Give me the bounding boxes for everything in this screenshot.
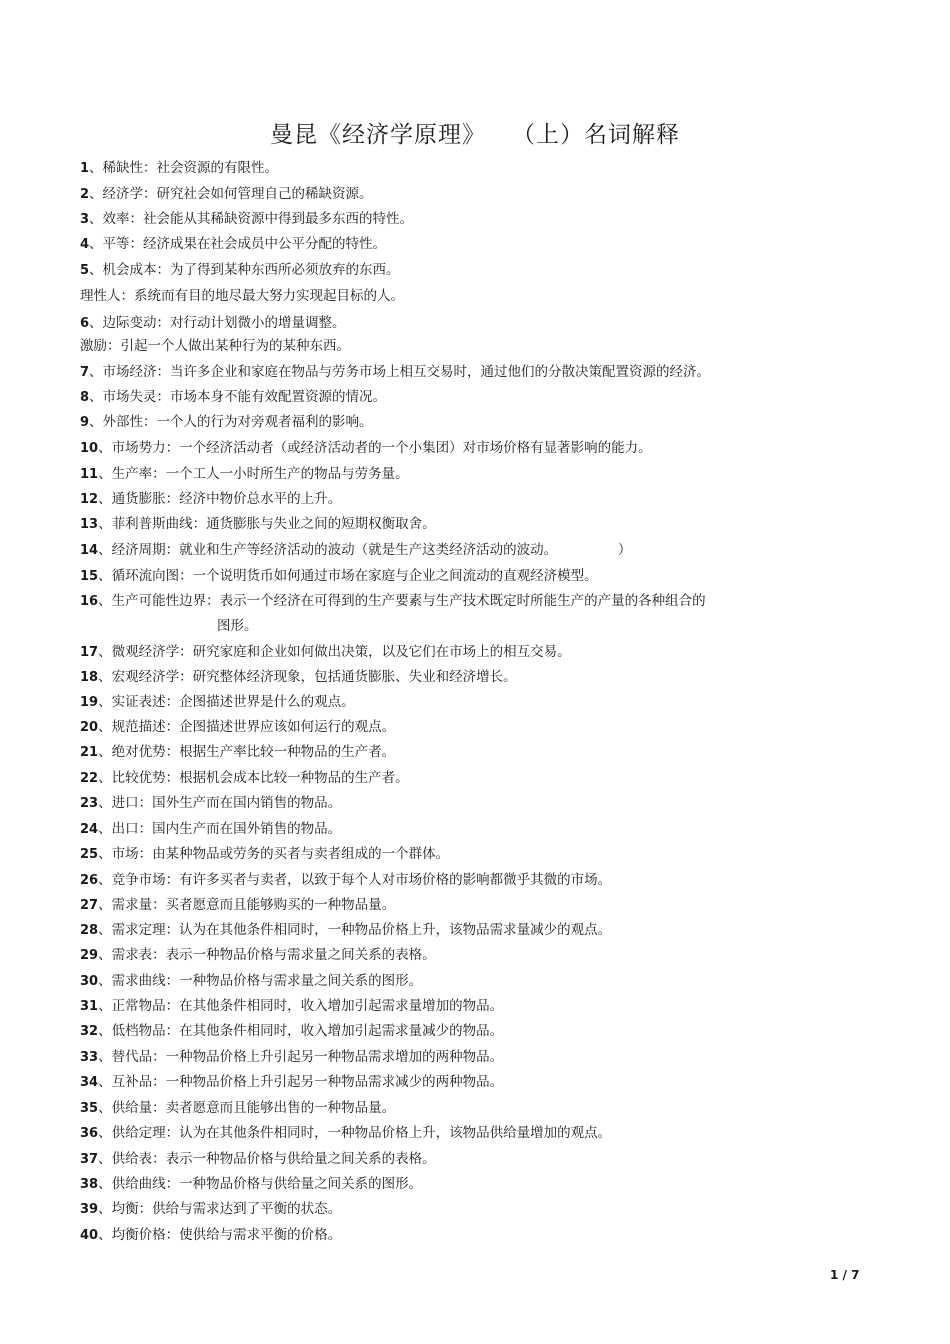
definition-entry	[80, 1175, 880, 1194]
definition-entry	[80, 794, 880, 813]
entry-number: 31	[80, 999, 99, 1014]
entry-number: 40	[80, 1228, 99, 1243]
entry-number: 39	[80, 1202, 99, 1217]
entry-text: 、市场势力：一个经济活动者（或经济活动者的一个小集团）对市场价格有显著影响的能力。	[98, 440, 652, 456]
entry-continuation: 图形。	[217, 618, 258, 634]
entry-text: 、出口：国内生产而在国外销售的物品。	[98, 821, 342, 837]
entry-text: 、需求曲线：一种物品价格与需求量之间关系的图形。	[98, 973, 423, 989]
entry-text: 、市场经济：当许多企业和家庭在物品与劳务市场上相互交易时，通过他们的分散决策配置资源的经济。	[89, 364, 711, 380]
entry-text: 、供给表：表示一种物品价格与供给量之间关系的表格。	[98, 1151, 436, 1167]
entry-text: 、效率：社会能从其稀缺资源中得到最多东西的特性。	[89, 211, 414, 227]
definition-entry	[80, 567, 880, 586]
entry-text: 激励：引起一个人做出某种行为的某种东西。	[80, 338, 350, 354]
definition-entry	[80, 921, 880, 940]
entry-number: 21	[80, 745, 99, 760]
definition-entry	[80, 439, 880, 458]
entry-text: 、外部性：一个人的行为对旁观者福利的影响。	[89, 414, 373, 430]
entry-number: 11	[80, 467, 99, 482]
entry-number: 2	[80, 187, 90, 202]
entry-text: 、低档物品：在其他条件相同时，收入增加引起需求量减少的物品。	[98, 1023, 504, 1039]
definition-entry	[80, 997, 880, 1016]
definition-entry	[80, 1124, 880, 1143]
entry-text: 、稀缺性：社会资源的有限性。	[89, 160, 279, 176]
definition-entry	[80, 185, 880, 204]
entry-text: 、规范描述：企图描述世界应该如何运行的观点。	[98, 719, 396, 735]
definition-entry	[80, 413, 880, 432]
entry-text: 、宏观经济学：研究整体经济现象，包括通货膨胀、失业和经济增长。	[98, 669, 517, 685]
entry-text: 理性人：系统而有目的地尽最大努力实现起目标的人。	[80, 288, 404, 304]
entry-number: 4	[80, 237, 90, 252]
entry-text: 、生产可能性边界：表示一个经济在可得到的生产要素与生产技术既定时所能生产的产量的各种组合的	[98, 593, 706, 609]
definition-entry	[80, 820, 880, 839]
definition-entry	[80, 1226, 880, 1245]
entry-number: 30	[80, 974, 99, 989]
entry-number: 13	[80, 517, 99, 532]
entry-number: 27	[80, 898, 99, 913]
definition-entry	[80, 718, 880, 737]
entry-text: 、边际变动：对行动计划微小的增量调整。	[89, 315, 346, 331]
entry-text: 、比较优势：根据机会成本比较一种物品的生产者。	[98, 770, 409, 786]
definition-entry	[80, 896, 880, 915]
entry-number: 19	[80, 695, 99, 710]
definition-entry	[80, 1073, 880, 1092]
entry-text: 、正常物品：在其他条件相同时，收入增加引起需求量增加的物品。	[98, 998, 504, 1014]
entry-number: 25	[80, 847, 99, 862]
entry-text: 、平等：经济成果在社会成员中公平分配的特性。	[89, 236, 387, 252]
page-title	[0, 116, 950, 149]
entry-number: 22	[80, 771, 99, 786]
entry-text: 、经济周期：就业和生产等经济活动的波动（就是生产这类经济活动的波动。 ）	[98, 542, 632, 558]
entry-number: 15	[80, 569, 99, 584]
definition-entry	[80, 337, 880, 355]
entry-text: 、竞争市场：有许多买者与卖者，以致于每个人对市场价格的影响都微乎其微的市场。	[98, 872, 612, 888]
entry-text: 、绝对优势：根据生产率比较一种物品的生产者。	[98, 744, 396, 760]
entry-number: 23	[80, 796, 99, 811]
entry-text: 、循环流向图：一个说明货币如何通过市场在家庭与企业之间流动的直观经济模型。	[98, 568, 598, 584]
entry-text: 、实证表述：企图描述世界是什么的观点。	[98, 694, 355, 710]
entry-number: 33	[80, 1050, 99, 1065]
definition-entry	[80, 946, 880, 965]
entry-text: 、供给曲线：一种物品价格与供给量之间关系的图形。	[98, 1176, 423, 1192]
entry-text: 、菲利普斯曲线：通货膨胀与失业之间的短期权衡取舍。	[98, 516, 436, 532]
entry-text: 、市场失灵：市场本身不能有效配置资源的情况。	[89, 389, 387, 405]
definition-entry	[80, 515, 880, 534]
definition-entry	[80, 1048, 880, 1067]
entry-number: 6	[80, 316, 90, 331]
entry-text: 、需求量：买者愿意而且能够购买的一种物品量。	[98, 897, 396, 913]
entry-number: 3	[80, 212, 90, 227]
entry-number: 9	[80, 415, 90, 430]
entry-number: 26	[80, 873, 99, 888]
entry-text: 、均衡：供给与需求达到了平衡的状态。	[98, 1201, 342, 1217]
entry-text: 、供给量：卖者愿意而且能够出售的一种物品量。	[98, 1100, 396, 1116]
entry-number: 12	[80, 492, 99, 507]
entry-text: 、微观经济学：研究家庭和企业如何做出决策，以及它们在市场上的相互交易。	[98, 644, 571, 660]
entry-number: 18	[80, 670, 99, 685]
entry-text: 、进口：国外生产而在国内销售的物品。	[98, 795, 342, 811]
definition-entry	[80, 743, 880, 762]
entry-text: 、供给定理：认为在其他条件相同时，一种物品价格上升，该物品供给量增加的观点。	[98, 1125, 612, 1141]
definition-entry	[80, 1022, 880, 1041]
entry-number: 28	[80, 923, 99, 938]
entry-number: 1	[80, 161, 90, 176]
entry-number: 7	[80, 365, 90, 380]
definition-entry	[80, 388, 880, 407]
entry-number: 20	[80, 720, 99, 735]
entry-text: 、需求表：表示一种物品价格与需求量之间关系的表格。	[98, 947, 436, 963]
title-main: 曼昆《经济学原理》	[270, 122, 486, 148]
entry-number: 34	[80, 1075, 99, 1090]
entry-number: 5	[80, 263, 90, 278]
entry-text: 、经济学：研究社会如何管理自己的稀缺资源。	[89, 186, 373, 202]
entry-text: 、均衡价格：使供给与需求平衡的价格。	[98, 1227, 342, 1243]
entry-number: 16	[80, 594, 99, 609]
definition-entry	[80, 235, 880, 254]
entry-number: 24	[80, 822, 99, 837]
definition-entry	[80, 490, 880, 509]
entry-text: 、互补品：一种物品价格上升引起另一种物品需求减少的两种物品。	[98, 1074, 504, 1090]
definition-entry	[80, 845, 880, 864]
entry-text: 、需求定理：认为在其他条件相同时，一种物品价格上升，该物品需求量减少的观点。	[98, 922, 612, 938]
definition-entry	[80, 210, 880, 229]
entry-text: 、机会成本：为了得到某种东西所必须放弃的东西。	[89, 262, 400, 278]
entry-number: 10	[80, 441, 99, 456]
definition-entry	[80, 159, 880, 178]
definition-entry	[80, 668, 880, 687]
entry-number: 8	[80, 390, 90, 405]
definition-entry	[80, 363, 880, 382]
page-number: 1 / 7	[830, 1268, 860, 1282]
definition-entry	[80, 1150, 880, 1169]
definition-entry	[80, 314, 880, 333]
definition-entry	[80, 769, 880, 788]
title-sub: （上）名词解释	[512, 122, 680, 148]
entry-number: 29	[80, 948, 99, 963]
entry-number: 17	[80, 645, 99, 660]
definition-entry	[80, 465, 880, 484]
definition-entry	[80, 1200, 880, 1219]
definition-entry	[80, 693, 880, 712]
definition-entry	[80, 541, 880, 560]
definition-entry	[80, 972, 880, 991]
definition-entry	[80, 261, 880, 280]
entry-number: 14	[80, 543, 99, 558]
entry-text: 、替代品：一种物品价格上升引起另一种物品需求增加的两种物品。	[98, 1049, 504, 1065]
definition-entry	[80, 871, 880, 890]
entry-text: 、市场：由某种物品或劳务的买者与卖者组成的一个群体。	[98, 846, 450, 862]
entry-number: 32	[80, 1024, 99, 1039]
entry-number: 35	[80, 1101, 99, 1116]
entry-number: 37	[80, 1152, 99, 1167]
definition-entry	[80, 643, 880, 662]
definition-entry	[80, 287, 880, 305]
entry-text: 、通货膨胀：经济中物价总水平的上升。	[98, 491, 342, 507]
definition-entry	[80, 1099, 880, 1118]
entry-number: 38	[80, 1177, 99, 1192]
entry-number: 36	[80, 1126, 99, 1141]
definition-entry	[80, 592, 880, 635]
entry-text: 、生产率：一个工人一小时所生产的物品与劳务量。	[98, 466, 409, 482]
